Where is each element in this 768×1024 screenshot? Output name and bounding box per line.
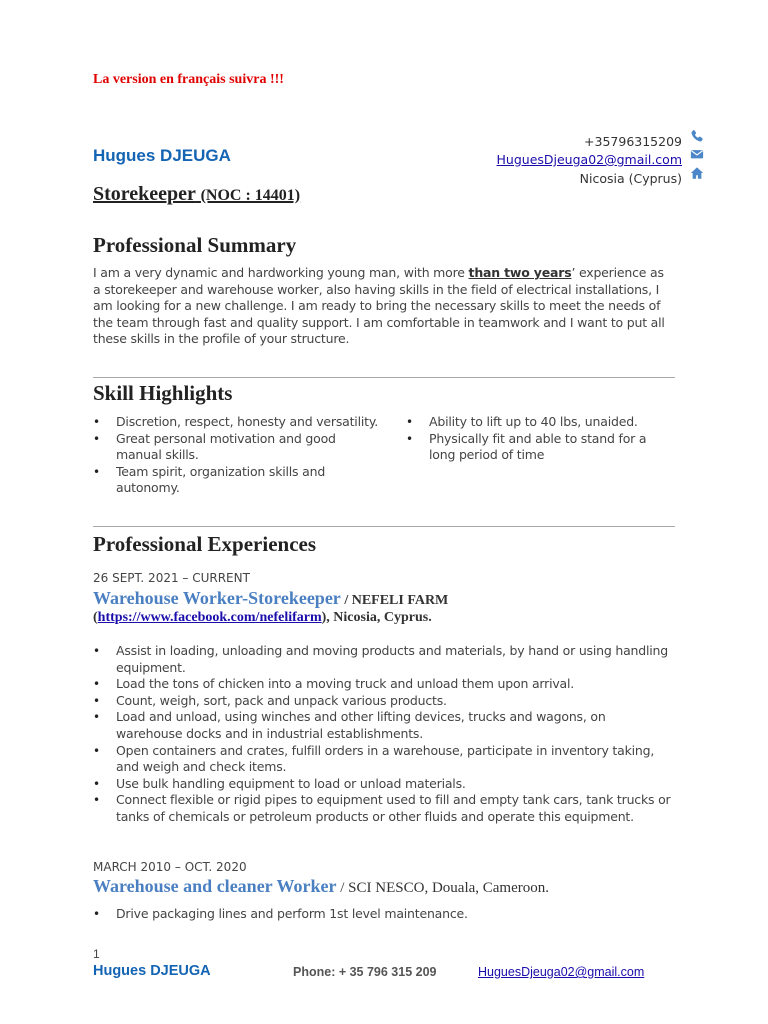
job-company: / SCI NESCO, Douala, Cameroon. <box>336 880 549 896</box>
job-role <box>93 876 549 897</box>
footer-name: Hugues DJEUGA <box>93 963 211 979</box>
job-location: ), Nicosia, Cyprus. <box>321 610 432 625</box>
section-divider <box>93 377 675 378</box>
link-open-paren: ( <box>93 610 98 625</box>
job-role <box>93 588 448 609</box>
job-link-line <box>93 610 432 626</box>
french-version-notice: La version en français suivra !!! <box>93 72 284 87</box>
job-role-title: Warehouse and cleaner Worker <box>93 876 337 896</box>
skills-list-left <box>93 414 385 497</box>
summary-heading: Professional Summary <box>93 233 297 257</box>
skills-heading: Skill Highlights <box>93 381 233 405</box>
job-duties-list <box>93 906 675 923</box>
noc-code: (NOC : 14401) <box>200 187 301 204</box>
duty-item: • Drive packaging lines and perform 1st level maintenance. <box>93 906 675 923</box>
job-title-text: Storekeeper <box>93 183 196 205</box>
skill-item: • Physically fit and able to stand for a long period of time <box>406 431 668 464</box>
summary-text-start: I am a very dynamic and hardworking young man, with more <box>93 265 469 280</box>
skill-item: • Team spirit, organization skills and autonomy. <box>93 464 385 497</box>
duty-item: • Assist in loading, unloading and moving products and materials, by hand or using handling equipment. <box>93 643 675 676</box>
email-link[interactable]: HuguesDjeuga02@gmail.com <box>496 152 682 167</box>
duty-item: • Load and unload, using winches and other lifting devices, trucks and wagons, on warehouse docks and in industrial establishments. <box>93 709 675 742</box>
skill-item: • Discretion, respect, honesty and versatility. <box>93 414 385 431</box>
job-dates: MARCH 2010 – OCT. 2020 <box>93 860 247 874</box>
job-company: / NEFELI FARM <box>340 593 449 608</box>
summary-text <box>93 265 673 348</box>
duty-item: • Load the tons of chicken into a moving truck and unload them upon arrival. <box>93 676 675 693</box>
section-divider <box>93 526 675 527</box>
envelope-icon <box>690 147 704 161</box>
duty-item: • Open containers and crates, fulfill orders in a warehouse, participate in inventory taking, and weigh and check items. <box>93 743 675 776</box>
contact-phone: +35796315209 <box>584 134 682 149</box>
candidate-name: Hugues DJEUGA <box>93 146 231 165</box>
contact-location: Nicosia (Cyprus) <box>579 171 682 186</box>
duty-item: • Connect flexible or rigid pipes to equipment used to fill and empty tank cars, tank trucks or tanks of chemicals or petroleum products or other fluids and operate this equipment. <box>93 792 675 825</box>
job-title <box>93 183 300 206</box>
summary-emphasis: than two years <box>468 265 572 280</box>
company-facebook-link[interactable]: https://www.facebook.com/nefelifarm <box>97 610 322 625</box>
duty-item: • Use bulk handling equipment to load or unload materials. <box>93 776 675 793</box>
skills-list-right <box>406 414 668 464</box>
summary-text-end: ’ experience as a storekeeper and warehouse worker, also having skills in the field of electrical installations, I am looking for a new challenge. I am ready to bring the necessary skills to meet the needs of the team through fast and quality support. I am comfortable in teamwork and I want to put all these skills in the profile of your structure. <box>93 265 665 346</box>
job-role-title: Warehouse Worker-Storekeeper <box>93 588 341 608</box>
phone-icon <box>690 129 704 143</box>
footer-phone: Phone: + 35 796 315 209 <box>293 965 437 979</box>
home-icon <box>690 166 704 180</box>
contact-email[interactable] <box>497 152 682 167</box>
job-duties-list <box>93 643 675 826</box>
footer-email-link[interactable]: HuguesDjeuga02@gmail.com <box>478 965 645 979</box>
page-number: 1 <box>93 947 100 961</box>
skill-item: • Great personal motivation and good manual skills. <box>93 431 385 464</box>
duty-item: • Count, weigh, sort, pack and unpack various products. <box>93 693 675 710</box>
job-dates: 26 SEPT. 2021 – CURRENT <box>93 571 250 585</box>
skill-item: • Ability to lift up to 40 lbs, unaided. <box>406 414 668 431</box>
experiences-heading: Professional Experiences <box>93 532 317 556</box>
